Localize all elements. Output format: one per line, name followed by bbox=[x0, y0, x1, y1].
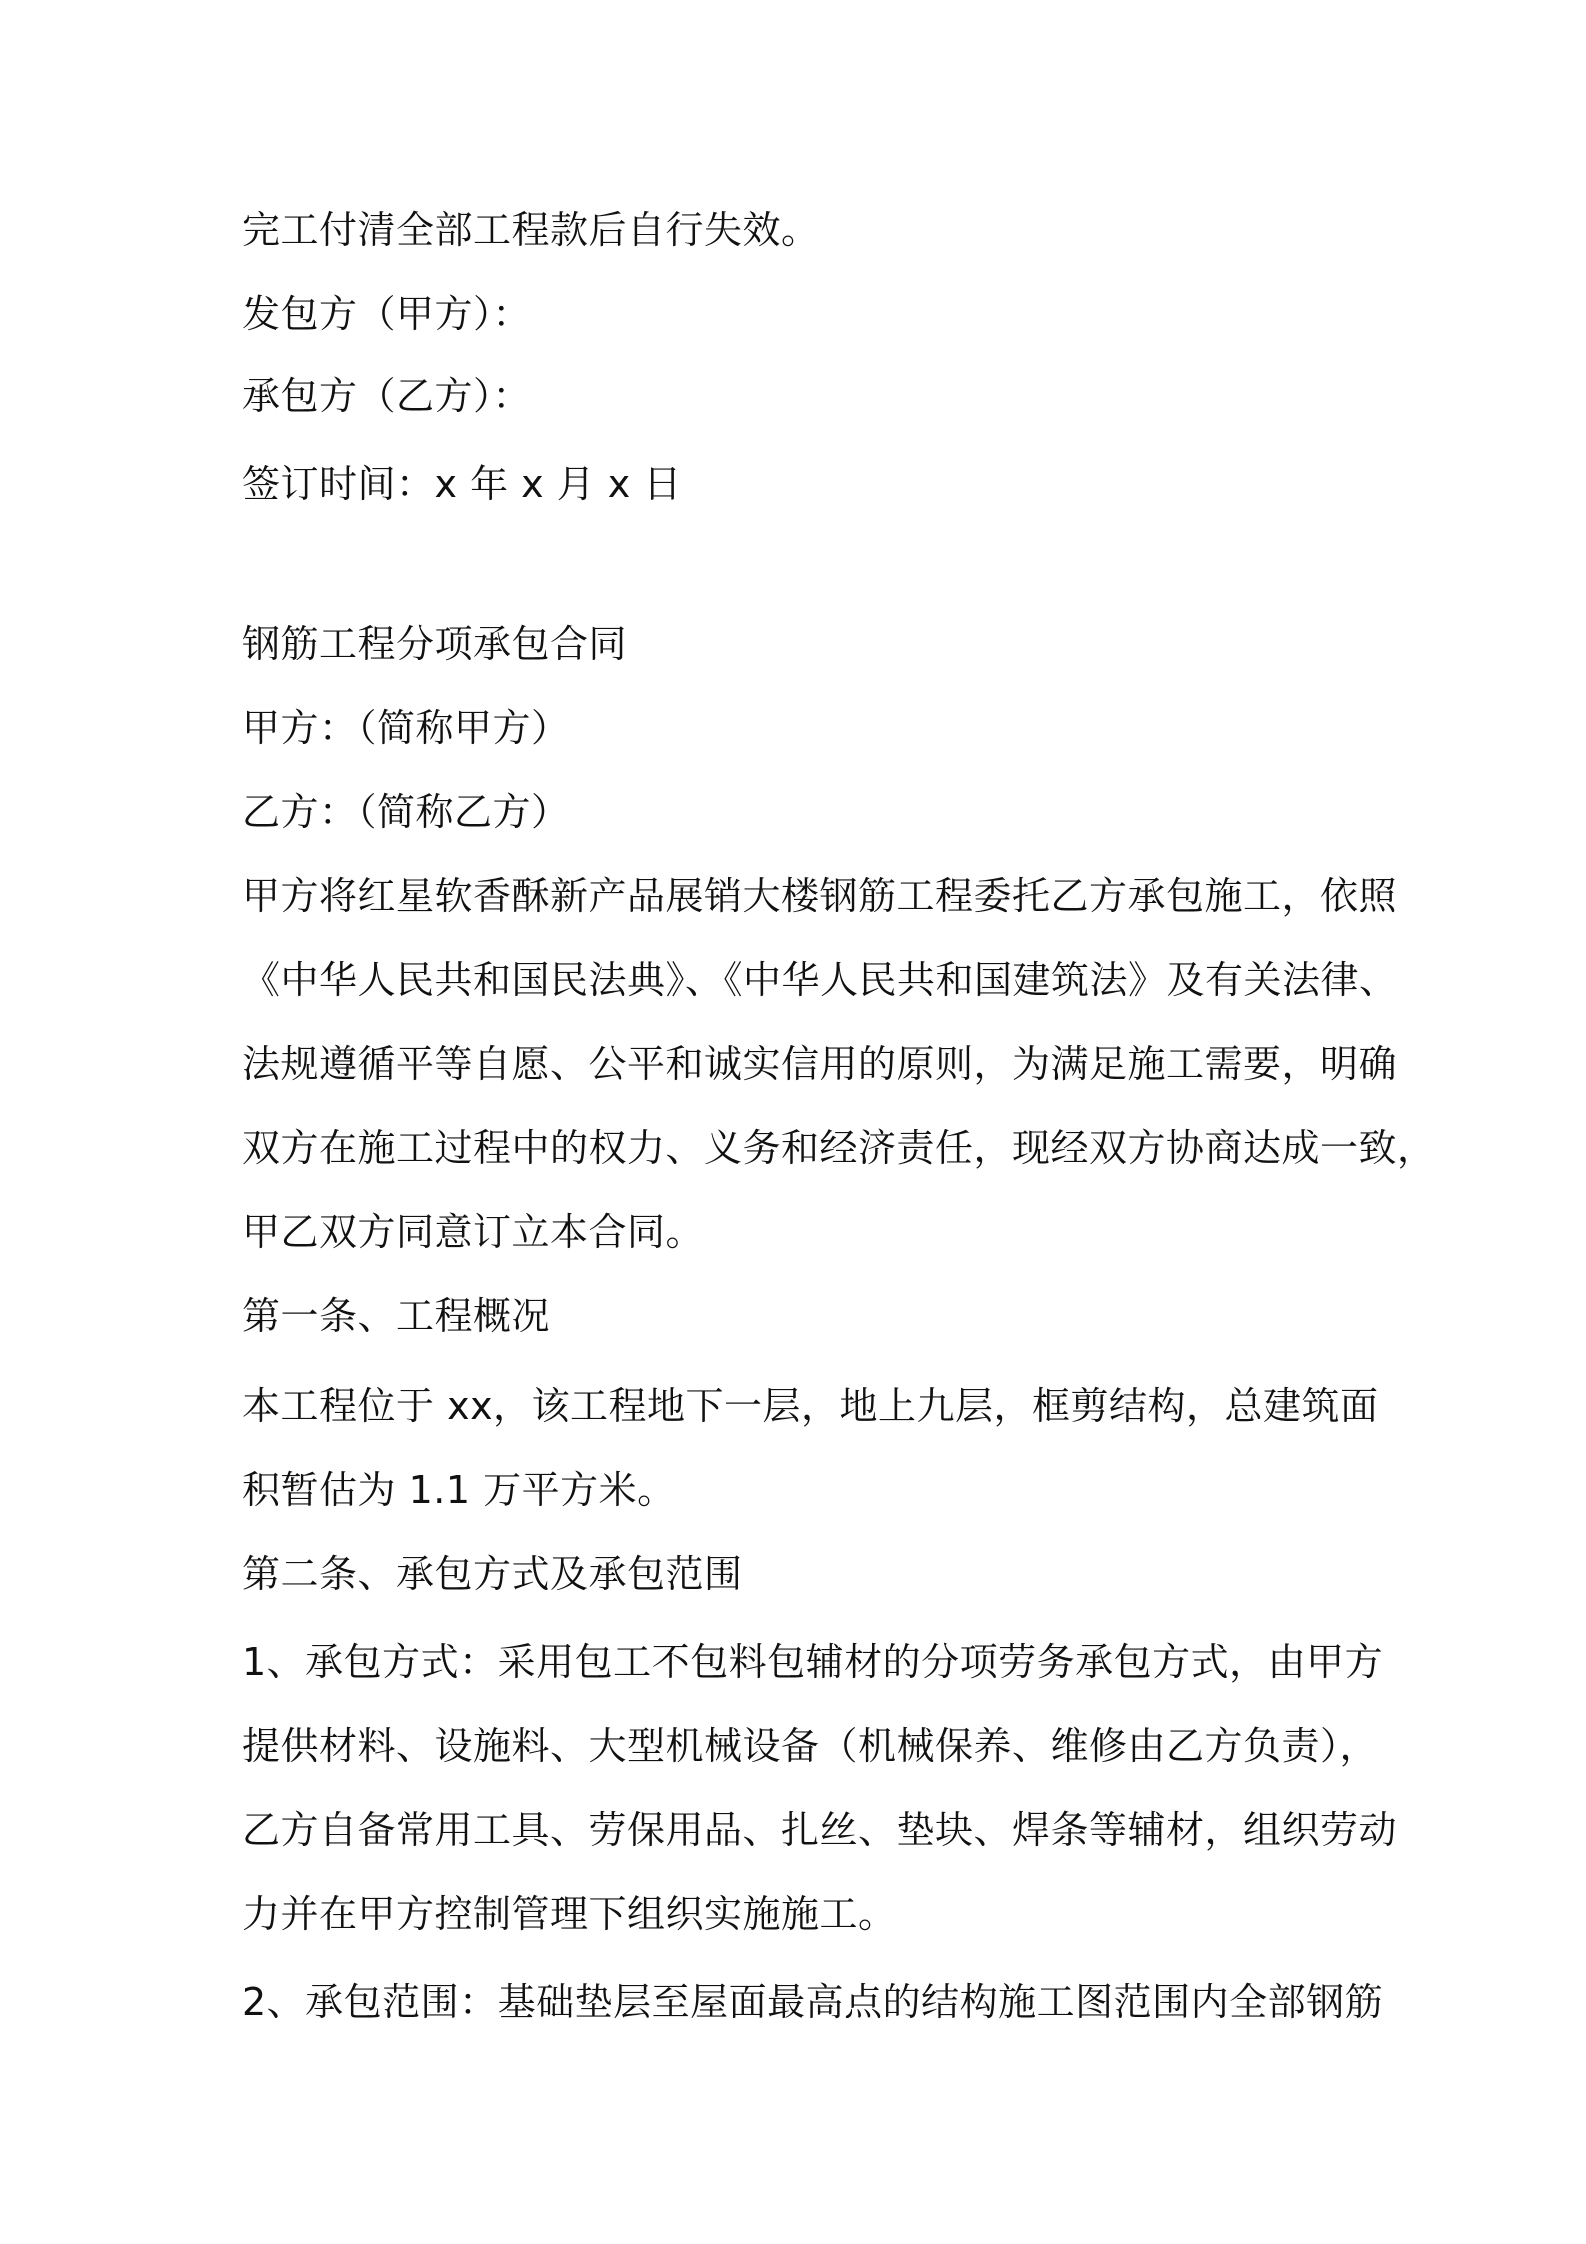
paragraph-line: 甲乙双方同意订立本合同。 bbox=[242, 1210, 705, 1254]
paragraph-line: 力并在甲方控制管理下组织实施施工。 bbox=[242, 1892, 897, 1936]
paragraph-line: 积暂估为 1.1 万平方米。 bbox=[242, 1468, 676, 1512]
paragraph-line: 双方在施工过程中的权力、义务和经济责任，现经双方协商达成一致， bbox=[242, 1126, 1436, 1170]
text-line-completion: 完工付清全部工程款后自行失效。 bbox=[242, 208, 820, 252]
text-line-party-a: 甲方：（简称甲方） bbox=[242, 706, 570, 750]
text-line-signing-date: 签订时间：x 年 x 月 x 日 bbox=[242, 462, 682, 506]
text-line-party-a-signature: 发包方（甲方）： bbox=[242, 292, 532, 336]
section-heading-1: 第一条、工程概况 bbox=[242, 1294, 551, 1338]
paragraph-line: 甲方将红星软香酥新产品展销大楼钢筋工程委托乙方承包施工，依照 bbox=[242, 874, 1398, 918]
paragraph-line: 2、承包范围：基础垫层至屋面最高点的结构施工图范围内全部钢筋 bbox=[242, 1980, 1384, 2024]
paragraph-line: 法规遵循平等自愿、公平和诚实信用的原则，为满足施工需要，明确 bbox=[242, 1042, 1398, 1086]
document-title: 钢筋工程分项承包合同 bbox=[242, 622, 628, 666]
paragraph-line: 1、承包方式：采用包工不包料包辅材的分项劳务承包方式，由甲方 bbox=[242, 1640, 1384, 1684]
paragraph-line: 提供材料、设施料、大型机械设备（机械保养、维修由乙方负责）， bbox=[242, 1724, 1379, 1768]
paragraph-line: 《中华人民共和国民法典》、《中华人民共和国建筑法》及有关法律、 bbox=[242, 958, 1398, 1002]
paragraph-line: 乙方自备常用工具、劳保用品、扎丝、垫块、焊条等辅材，组织劳动 bbox=[242, 1808, 1398, 1852]
text-line-party-b-signature: 承包方（乙方）： bbox=[242, 374, 532, 418]
section-heading-2: 第二条、承包方式及承包范围 bbox=[242, 1552, 743, 1596]
paragraph-line: 本工程位于 xx，该工程地下一层，地上九层，框剪结构，总建筑面 bbox=[242, 1384, 1379, 1428]
text-line-party-b: 乙方：（简称乙方） bbox=[242, 790, 570, 834]
